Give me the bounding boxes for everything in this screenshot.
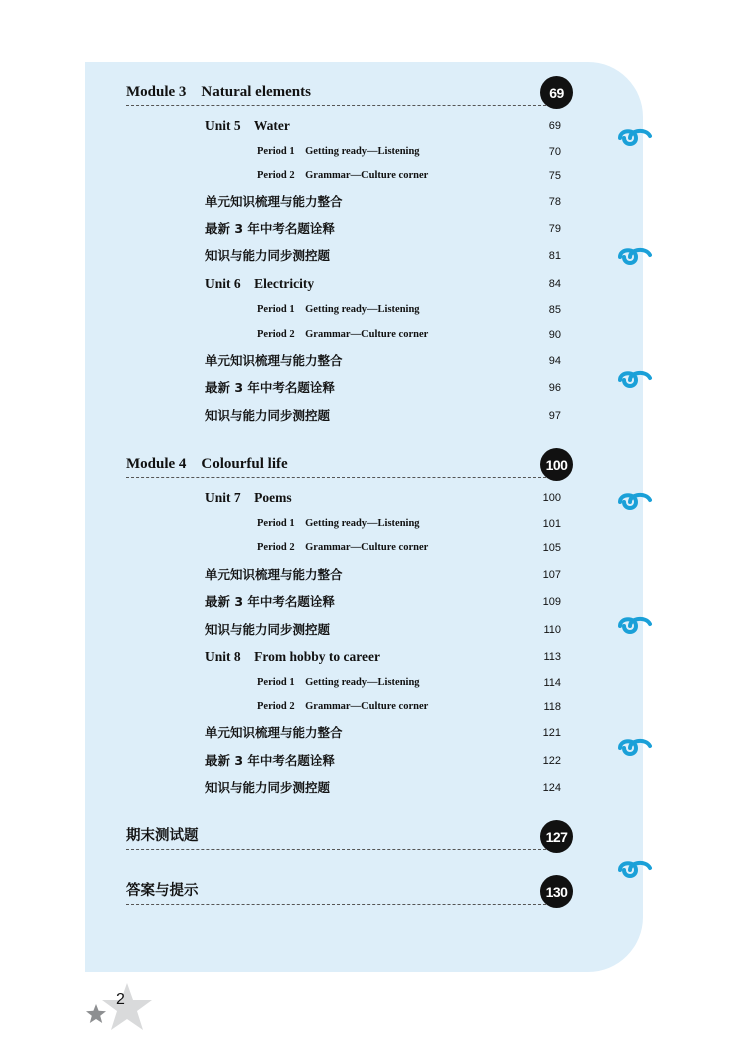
- binder-ring-icon: [616, 856, 656, 884]
- period-entry[interactable]: [0, 697, 750, 721]
- page-number: 105: [542, 542, 561, 554]
- module-title: 期末测试题: [126, 828, 199, 844]
- section-entry[interactable]: [0, 351, 750, 375]
- section-title: 最新 3 年中考名题诠释: [205, 753, 335, 768]
- section-entry[interactable]: [0, 378, 750, 402]
- module-heading[interactable]: [0, 82, 750, 106]
- section-title: 单元知识梳理与能力整合: [205, 567, 343, 582]
- section-entry[interactable]: [0, 723, 750, 747]
- page-badge: 69: [540, 76, 573, 109]
- star-icon: [86, 1004, 106, 1024]
- section-title: 最新 3 年中考名题诠释: [205, 380, 335, 395]
- period-entry[interactable]: [0, 673, 750, 697]
- page-number: 96: [548, 382, 561, 394]
- page-number: 94: [548, 355, 561, 367]
- page-number: 101: [542, 518, 561, 530]
- module-heading[interactable]: [0, 881, 750, 905]
- section-title: 单元知识梳理与能力整合: [205, 725, 343, 740]
- page-number: 90: [548, 329, 561, 341]
- page-number: 78: [548, 196, 561, 208]
- section-title: 知识与能力同步测控题: [205, 248, 331, 263]
- period-entry[interactable]: [0, 166, 750, 190]
- section-entry[interactable]: [0, 620, 750, 644]
- section-entry[interactable]: [0, 219, 750, 243]
- unit-title: Unit 6 Electricity: [205, 276, 315, 291]
- page-number: 70: [548, 146, 561, 158]
- unit-title: Unit 5 Water: [205, 118, 290, 133]
- page-number: 122: [542, 755, 561, 767]
- page-number: 124: [542, 782, 561, 794]
- period-entry[interactable]: [0, 300, 750, 324]
- unit-title: Unit 7 Poems: [205, 490, 292, 505]
- module-title: 答案与提示: [126, 883, 199, 899]
- page-number: 121: [542, 727, 561, 739]
- page-number: 79: [548, 223, 561, 235]
- page-number: 84: [548, 278, 561, 290]
- period-entry[interactable]: [0, 514, 750, 538]
- page-badge: 130: [540, 875, 573, 908]
- page-number: 113: [543, 651, 561, 663]
- page-number: 69: [548, 120, 561, 132]
- page-number: 75: [548, 170, 561, 182]
- period-title: Period 1 Getting ready—Listening: [257, 304, 420, 315]
- dashed-rule: [126, 849, 546, 850]
- unit-entry[interactable]: [0, 274, 750, 298]
- unit-entry[interactable]: [0, 116, 750, 140]
- period-title: Period 2 Grammar—Culture corner: [257, 542, 429, 553]
- section-entry[interactable]: [0, 592, 750, 616]
- section-title: 最新 3 年中考名题诠释: [205, 221, 335, 236]
- page-number-footer: 2: [116, 991, 125, 1008]
- section-entry[interactable]: [0, 192, 750, 216]
- dashed-rule: [126, 477, 546, 478]
- page-badge: 100: [540, 448, 573, 481]
- module-heading[interactable]: [0, 454, 750, 478]
- page-number: 81: [548, 250, 561, 262]
- page-number: 114: [543, 677, 561, 689]
- section-title: 知识与能力同步测控题: [205, 780, 331, 795]
- page-number: 110: [543, 624, 561, 636]
- star-icon: [100, 982, 154, 1032]
- period-title: Period 2 Grammar—Culture corner: [257, 701, 429, 712]
- section-entry[interactable]: [0, 565, 750, 589]
- period-title: Period 2 Grammar—Culture corner: [257, 329, 429, 340]
- period-entry[interactable]: [0, 538, 750, 562]
- section-title: 知识与能力同步测控题: [205, 408, 331, 423]
- section-entry[interactable]: [0, 778, 750, 802]
- section-entry[interactable]: [0, 406, 750, 430]
- unit-entry[interactable]: [0, 647, 750, 671]
- period-title: Period 2 Grammar—Culture corner: [257, 170, 429, 181]
- dashed-rule: [126, 904, 546, 905]
- unit-title: Unit 8 From hobby to career: [205, 649, 380, 664]
- section-entry[interactable]: [0, 246, 750, 270]
- module-heading[interactable]: [0, 826, 750, 850]
- section-entry[interactable]: [0, 751, 750, 775]
- period-title: Period 1 Getting ready—Listening: [257, 518, 420, 529]
- period-title: Period 1 Getting ready—Listening: [257, 677, 420, 688]
- dashed-rule: [126, 105, 546, 106]
- period-entry[interactable]: [0, 325, 750, 349]
- page-number: 118: [543, 701, 561, 713]
- module-title: Module 3 Natural elements: [126, 84, 311, 100]
- page-number: 100: [542, 492, 561, 504]
- page-number: 109: [542, 596, 561, 608]
- section-title: 单元知识梳理与能力整合: [205, 353, 343, 368]
- module-title: Module 4 Colourful life: [126, 456, 288, 472]
- page-number: 85: [548, 304, 561, 316]
- period-title: Period 1 Getting ready—Listening: [257, 146, 420, 157]
- section-title: 知识与能力同步测控题: [205, 622, 331, 637]
- page-badge: 127: [540, 820, 573, 853]
- page-number: 97: [548, 410, 561, 422]
- section-title: 最新 3 年中考名题诠释: [205, 594, 335, 609]
- unit-entry[interactable]: [0, 488, 750, 512]
- section-title: 单元知识梳理与能力整合: [205, 194, 343, 209]
- page-number: 107: [542, 569, 561, 581]
- period-entry[interactable]: [0, 142, 750, 166]
